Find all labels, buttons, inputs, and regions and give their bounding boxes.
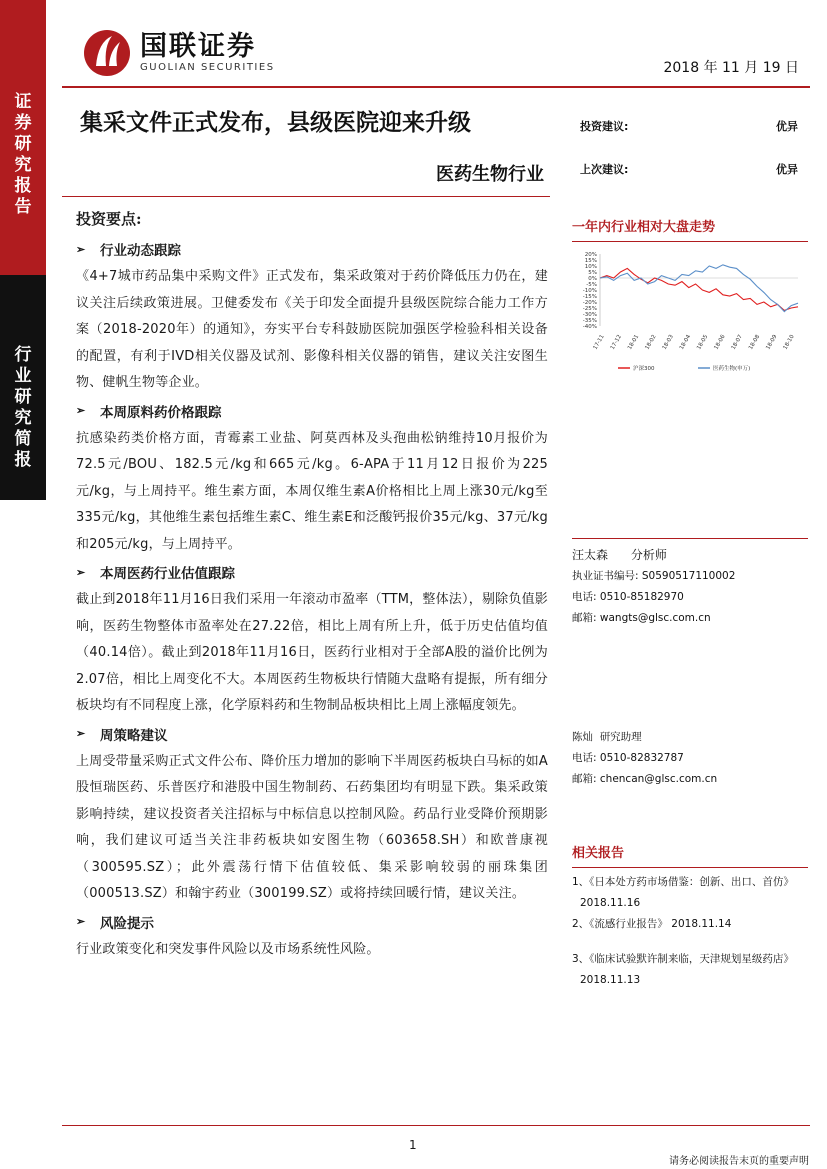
section-heading: ➢ 本周医药行业估值跟踪 — [76, 565, 235, 582]
y-tick-label: -15% — [582, 294, 597, 300]
sidebar-top-label: 证券研究报告 — [14, 92, 32, 217]
arrow-bullet-icon: ➢ — [76, 915, 86, 928]
header-divider — [62, 86, 810, 88]
phone-number: 0510-82832787 — [599, 752, 684, 764]
related-divider — [572, 867, 808, 868]
section-paragraph: 上周受带量采购正式文件公布、降价压力增加的影响下半周医药板块白马标的如A股恒瑞医药、乐普医疗和港股中国生物制药、石药集团均有明显下跌。集采政策影响持续，建议投资者关注招标与中标信息以控制风险。药品行业受降价预期影响，我们建议可适当关注非药板块如安图生物（603658.SH）和欧普康视（300595.SZ）；此外震荡行情下估值较低、集采影响较弱的丽珠集团（000513.SZ）和翰宇药业（300199.SZ）或将持续回暖行情，建议关注。 — [76, 753, 548, 901]
y-tick-label: 0% — [588, 276, 597, 282]
investment-rating — [580, 118, 798, 134]
brand-name-en: GUOLIAN SECURITIES — [140, 62, 275, 73]
chart-panel — [572, 216, 808, 382]
analyst-divider — [572, 538, 808, 539]
email-label: 邮箱: — [572, 612, 597, 624]
x-tick-label: 18-03 — [661, 334, 675, 351]
section-paragraph: 《4+7城市药品集中采购文件》正式发布，集采政策对于药价降低压力仍在，建议关注后续政策进展。卫健委发布《关于印发全面提升县级医院综合能力工作方案（2018-2020年）的通知》，夯实平台专科鼓励医院加强医学检验科相关设备的配置，有利于IVD相关仪器及试剂、影像科相关仪器的销售，建议关注安图生物、健帆生物等企业。 — [76, 269, 548, 390]
section-heading: ➢ 周策略建议 — [76, 727, 168, 744]
related-report-item[interactable]: 2、《流感行业报告》 2018.11.14 — [572, 918, 732, 930]
phone-number: 0510-85182970 — [599, 591, 684, 603]
y-tick-label: -30% — [582, 312, 597, 318]
industry-label: 医药生物行业 — [436, 164, 544, 185]
x-tick-label: 18-02 — [644, 334, 658, 351]
cert-number: S0590517110002 — [641, 570, 736, 582]
x-tick-label: 18-04 — [678, 334, 693, 351]
y-tick-label: -5% — [586, 282, 597, 288]
y-tick-label: 5% — [588, 270, 597, 276]
section-paragraph: 抗感染药类价格方面，青霉素工业盐、阿莫西林及头孢曲松钠维持10月报价为72.5元/BOU、182.5元/kg和665元/kg。6-APA于11月12日报价为225元/kg，与上周持平。维生素方面，本周仅维生素A价格相比上周上涨30元/kg至335元/kg，其他维生素包括维生素C、维生素E和泛酸钙报价35元/kg、37元/kg和205元/kg，与上周持平。 — [76, 430, 548, 552]
y-tick-label: -40% — [582, 324, 597, 330]
y-tick-label: -25% — [582, 306, 597, 312]
analyst-name: 汪太森 — [572, 548, 609, 562]
prev-rating-value: 优异 — [776, 163, 798, 176]
y-tick-label: -20% — [582, 300, 597, 306]
analyst-2 — [572, 727, 808, 790]
x-tick-label: 18-10 — [782, 334, 796, 351]
previous-rating — [580, 161, 798, 177]
y-tick-label: -35% — [582, 318, 597, 324]
relative-performance-chart — [572, 248, 808, 378]
rating-label: 投资建议: — [580, 120, 629, 133]
y-tick-label: 20% — [584, 252, 597, 258]
chart-title: 一年内行业相对大盘走势 — [572, 220, 716, 235]
email-link[interactable]: wangts@glsc.com.cn — [599, 612, 711, 624]
x-tick-label: 18-06 — [713, 334, 727, 351]
brand-name-cn: 国联证券 — [140, 31, 256, 62]
legend-label-1: 沪深300 — [633, 366, 655, 372]
page-number: 1 — [409, 1138, 417, 1152]
x-tick-label: 18-07 — [730, 334, 744, 351]
brand-logo — [82, 28, 275, 78]
section-heading: ➢ 风险提示 — [76, 915, 154, 932]
analyst-role: 研究助理 — [599, 731, 642, 743]
x-tick-label: 17-12 — [609, 334, 624, 351]
footer-disclaimer: 请务必阅读报告末页的重要声明 — [669, 1156, 809, 1167]
legend-label-2: 医药生物(申万) — [713, 366, 751, 372]
email-label: 邮箱: — [572, 773, 597, 785]
arrow-bullet-icon: ➢ — [76, 727, 86, 740]
arrow-bullet-icon: ➢ — [76, 565, 86, 579]
prev-rating-label: 上次建议: — [580, 163, 629, 176]
analyst-1 — [572, 545, 808, 629]
arrow-bullet-icon: ➢ — [76, 242, 86, 256]
phone-label: 电话: — [572, 591, 597, 603]
logo-mark-icon — [82, 28, 132, 78]
analyst-role: 分析师 — [630, 548, 667, 562]
series-line-1 — [600, 268, 798, 310]
related-report-item[interactable]: 1、《日本处方药市场借鉴：创新、出口、首仿》 2018.11.16 — [572, 876, 794, 909]
footer-divider — [62, 1125, 810, 1126]
y-tick-label: 15% — [584, 258, 597, 264]
section-heading: ➢ 行业动态跟踪 — [76, 242, 181, 259]
x-tick-label: 18-08 — [747, 334, 762, 351]
section-paragraph: 截止到2018年11月16日我们采用一年滚动市盈率（TTM，整体法），剔除负值影响，医药生物整体市盈率处在27.22倍，相比上周有所上升，低于历史估值均值（40.14倍）。截止到2018年11月16日，医药行业相对于全部A股的溢价比例为2.07倍，相比上周变化不大。本周医药生物板块行情随大盘略有提振，所有细分板块均有不同程度上涨，化学原料药和生物制品板块相比上周上涨幅度领先。 — [76, 592, 548, 713]
arrow-bullet-icon: ➢ — [76, 404, 86, 417]
chart-title-divider — [572, 241, 808, 242]
cert-label: 执业证书编号: — [572, 570, 639, 582]
analyst-name: 陈灿 — [572, 731, 593, 743]
sidebar-bottom-label: 行业研究简报 — [14, 345, 32, 470]
x-tick-label: 18-09 — [765, 334, 779, 351]
report-title: 集采文件正式发布，县级医院迎来升级 — [80, 109, 471, 136]
section-paragraph: 行业政策变化和突发事件风险以及市场系统性风险。 — [76, 941, 380, 957]
rating-value: 优异 — [776, 120, 798, 133]
phone-label: 电话: — [572, 752, 597, 764]
key-points-heading: 投资要点: — [76, 210, 142, 228]
related-heading: 相关报告 — [572, 846, 625, 861]
y-tick-label: 10% — [584, 264, 597, 270]
y-tick-label: -10% — [582, 288, 597, 294]
main-content — [76, 208, 548, 963]
x-tick-label: 18-01 — [627, 334, 641, 351]
section-heading: ➢ 本周原料药价格跟踪 — [76, 404, 222, 421]
related-report-item[interactable]: 3、《临床试验默许制来临，天津规划星级药店》 2018.11.13 — [572, 953, 794, 986]
email-link[interactable]: chencan@glsc.com.cn — [599, 773, 718, 785]
x-tick-label: 17-11 — [592, 334, 606, 351]
x-tick-label: 18-05 — [696, 334, 710, 351]
report-date: 2018 年 11 月 19 日 — [663, 60, 799, 76]
analyst-panel — [572, 538, 808, 790]
title-divider — [62, 196, 550, 197]
related-reports — [572, 842, 808, 991]
